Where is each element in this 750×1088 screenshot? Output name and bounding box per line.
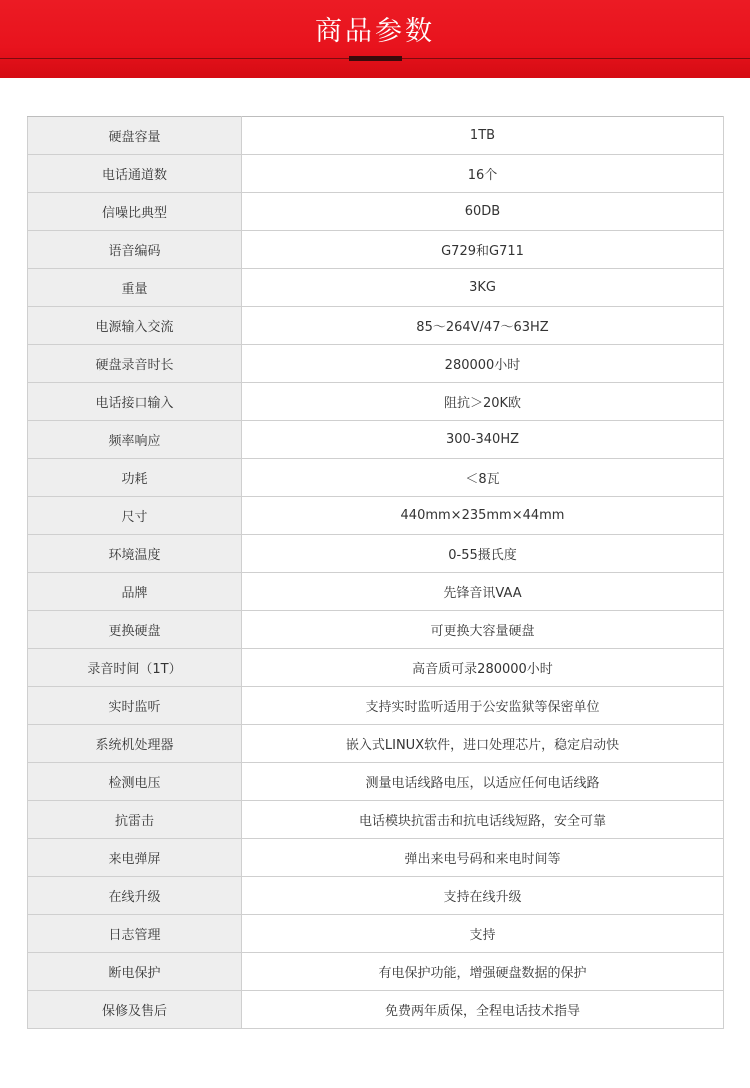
spec-value: 440mm×235mm×44mm xyxy=(242,497,724,535)
spec-label: 保修及售后 xyxy=(28,991,242,1029)
table-row xyxy=(28,231,724,269)
spec-value: 0-55摄氏度 xyxy=(242,535,724,573)
spec-value: 16个 xyxy=(242,155,724,193)
table-row xyxy=(28,345,724,383)
table-row xyxy=(28,535,724,573)
spec-label: 录音时间（1T） xyxy=(28,649,242,687)
spec-value: 高音质可录280000小时 xyxy=(242,649,724,687)
table-row xyxy=(28,459,724,497)
spec-label: 检测电压 xyxy=(28,763,242,801)
spec-label: 实时监听 xyxy=(28,687,242,725)
spec-value: ＜8瓦 xyxy=(242,459,724,497)
table-row xyxy=(28,763,724,801)
spec-value: 280000小时 xyxy=(242,345,724,383)
table-row xyxy=(28,193,724,231)
spec-value: 支持 xyxy=(242,915,724,953)
spec-value: 300-340HZ xyxy=(242,421,724,459)
spec-label: 断电保护 xyxy=(28,953,242,991)
table-row xyxy=(28,155,724,193)
spec-label: 抗雷击 xyxy=(28,801,242,839)
spec-label: 日志管理 xyxy=(28,915,242,953)
table-row xyxy=(28,573,724,611)
spec-value: 3KG xyxy=(242,269,724,307)
spec-value: 1TB xyxy=(242,117,724,155)
spec-value: 电话模块抗雷击和抗电话线短路，安全可靠 xyxy=(242,801,724,839)
table-row xyxy=(28,649,724,687)
spec-value: 先锋音讯VAA xyxy=(242,573,724,611)
spec-label: 频率响应 xyxy=(28,421,242,459)
table-row xyxy=(28,953,724,991)
spec-label: 系统机处理器 xyxy=(28,725,242,763)
spec-label: 尺寸 xyxy=(28,497,242,535)
spec-value: 阻抗＞20K欧 xyxy=(242,383,724,421)
table-row xyxy=(28,687,724,725)
spec-value: 测量电话线路电压，以适应任何电话线路 xyxy=(242,763,724,801)
spec-value: 免费两年质保，全程电话技术指导 xyxy=(242,991,724,1029)
spec-label: 硬盘容量 xyxy=(28,117,242,155)
spec-value: 有电保护功能，增强硬盘数据的保护 xyxy=(242,953,724,991)
spec-label: 重量 xyxy=(28,269,242,307)
spec-label: 来电弹屏 xyxy=(28,839,242,877)
table-row xyxy=(28,269,724,307)
table-row xyxy=(28,307,724,345)
table-row xyxy=(28,117,724,155)
page-title: 商品参数 xyxy=(315,16,435,47)
spec-value: G729和G711 xyxy=(242,231,724,269)
spec-label: 电话接口输入 xyxy=(28,383,242,421)
title-accent-bar xyxy=(349,56,402,61)
table-row xyxy=(28,421,724,459)
spec-label: 电话通道数 xyxy=(28,155,242,193)
spec-label: 在线升级 xyxy=(28,877,242,915)
spec-table xyxy=(27,116,724,1029)
spec-label: 信噪比典型 xyxy=(28,193,242,231)
table-row xyxy=(28,991,724,1029)
table-row xyxy=(28,611,724,649)
spec-table-body xyxy=(28,117,724,1029)
spec-value: 可更换大容量硬盘 xyxy=(242,611,724,649)
spec-label: 硬盘录音时长 xyxy=(28,345,242,383)
spec-value: 嵌入式LINUX软件，进口处理芯片，稳定启动快 xyxy=(242,725,724,763)
table-row xyxy=(28,383,724,421)
spec-label: 品牌 xyxy=(28,573,242,611)
spec-label: 功耗 xyxy=(28,459,242,497)
header-banner xyxy=(0,0,750,78)
spec-value: 60DB xyxy=(242,193,724,231)
table-row xyxy=(28,497,724,535)
table-row xyxy=(28,877,724,915)
spec-value: 85～264V/47～63HZ xyxy=(242,307,724,345)
spec-label: 电源输入交流 xyxy=(28,307,242,345)
table-row xyxy=(28,839,724,877)
spec-label: 更换硬盘 xyxy=(28,611,242,649)
spec-value: 支持实时监听适用于公安监狱等保密单位 xyxy=(242,687,724,725)
table-row xyxy=(28,801,724,839)
spec-label: 环境温度 xyxy=(28,535,242,573)
table-row xyxy=(28,725,724,763)
spec-value: 支持在线升级 xyxy=(242,877,724,915)
spec-value: 弹出来电号码和来电时间等 xyxy=(242,839,724,877)
spec-label: 语音编码 xyxy=(28,231,242,269)
table-row xyxy=(28,915,724,953)
